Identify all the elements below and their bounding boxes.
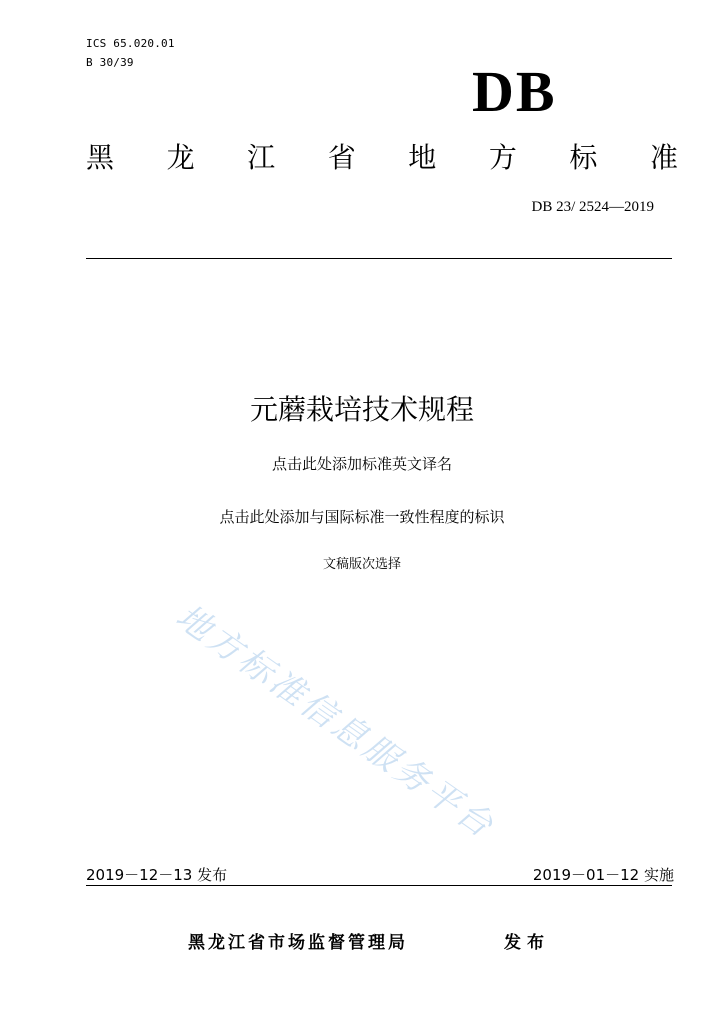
watermark: 地方标准信息服务平台: [168, 596, 503, 848]
issuing-authority: 黑龙江省市场监督管理局: [188, 933, 408, 953]
standard-type-char: 方: [488, 141, 517, 174]
db-logo: DB: [472, 59, 557, 124]
standard-type-char: 黑: [86, 141, 115, 174]
english-title-placeholder[interactable]: 点击此处添加标准英文译名: [271, 455, 452, 473]
standard-type-heading: [86, 140, 678, 176]
standard-type-char: 江: [247, 141, 276, 174]
document-title: 元蘑栽培技术规程: [249, 393, 474, 426]
standard-number: DB 23/ 2524—2019: [531, 199, 654, 215]
standard-type-char: 省: [327, 141, 356, 174]
issue-date: 2019－12－13 发布: [86, 866, 228, 884]
draft-version-selector[interactable]: 文稿版次选择: [322, 557, 401, 572]
ccs-code: B 30/39: [86, 56, 134, 69]
consistency-placeholder[interactable]: 点击此处添加与国际标准一致性程度的标识: [219, 508, 505, 526]
ics-code: ICS 65.020.01: [86, 37, 175, 50]
header-divider: [86, 258, 672, 259]
standard-type-char: 标: [569, 141, 598, 174]
footer-divider: [86, 885, 672, 886]
standard-type-char: 地: [408, 141, 437, 174]
standard-type-char: 龙: [166, 141, 195, 174]
issue-verb: 发布: [504, 933, 550, 953]
standard-type-char: 准: [649, 141, 678, 174]
implementation-date: 2019－01－12 实施: [532, 866, 674, 884]
